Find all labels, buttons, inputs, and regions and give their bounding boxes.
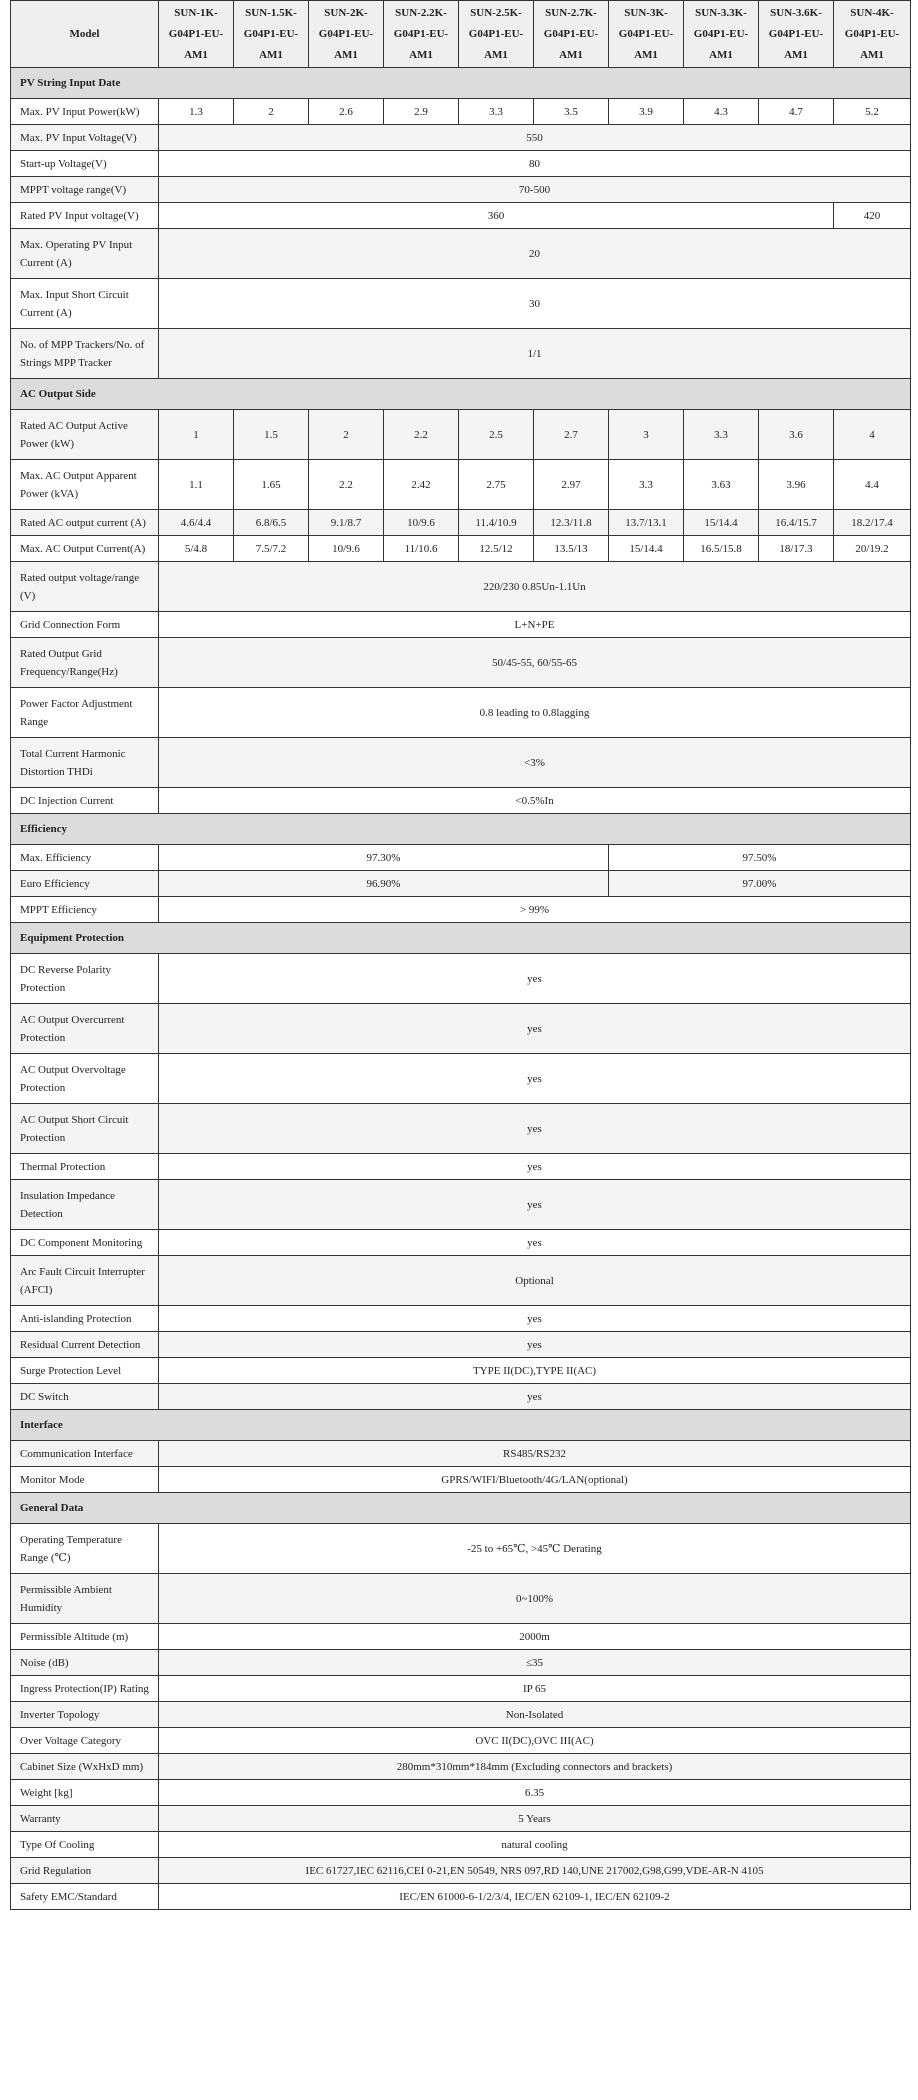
model-label: Model	[11, 1, 159, 68]
model-name-line: G04P1-EU-	[243, 27, 299, 40]
model-header-sun-2k-g04p1-eu-am1	[309, 1, 384, 68]
spec-value: 2.75	[459, 460, 534, 510]
section-header-pv-string-input-date	[11, 68, 911, 99]
spec-row-dc-switch	[11, 1384, 911, 1410]
spec-label: MPPT Efficiency	[11, 897, 159, 923]
model-header-sun-3-6k-g04p1-eu-am1	[759, 1, 834, 68]
model-header-sun-2-5k-g04p1-eu-am1	[459, 1, 534, 68]
spec-row-max-operating-pv-input-current-a	[11, 229, 911, 279]
model-name-line: G04P1-EU-	[844, 27, 900, 40]
model-name-line: G04P1-EU-	[393, 27, 449, 40]
spec-label: Grid Regulation	[11, 1858, 159, 1884]
spec-label: AC Output Overcurrent Protection	[11, 1004, 159, 1054]
spec-value: L+N+PE	[159, 612, 911, 638]
spec-row-max-ac-output-current-a	[11, 536, 911, 562]
spec-row-operating-temperature-range	[11, 1524, 911, 1574]
section-title: PV String Input Date	[11, 68, 911, 99]
model-name-line: SUN-1.5K-	[245, 6, 297, 19]
spec-row-dc-reverse-polarity-protection	[11, 954, 911, 1004]
spec-table-container	[10, 0, 910, 1910]
spec-value: 3.63	[684, 460, 759, 510]
spec-label: Rated PV Input voltage(V)	[11, 203, 159, 229]
section-header-efficiency	[11, 814, 911, 845]
spec-value: 3.3	[609, 460, 684, 510]
spec-value: IEC 61727,IEC 62116,CEI 0-21,EN 50549, NRS 097,RD 140,UNE 217002,G98,G99,VDE-AR-N 4105	[159, 1858, 911, 1884]
spec-label: AC Output Short Circuit Protection	[11, 1104, 159, 1154]
spec-label: Total Current Harmonic Distortion THDi	[11, 738, 159, 788]
model-header-sun-3-3k-g04p1-eu-am1	[684, 1, 759, 68]
model-name-line: G04P1-EU-	[693, 27, 749, 40]
spec-value: 10/9.6	[384, 510, 459, 536]
spec-row-inverter-topology	[11, 1702, 911, 1728]
spec-value: 2.6	[309, 99, 384, 125]
model-header-sun-2-2k-g04p1-eu-am1	[384, 1, 459, 68]
spec-row-max-pv-input-power-kw	[11, 99, 911, 125]
spec-row-rated-output-voltage-range-v	[11, 562, 911, 612]
model-name-line: G04P1-EU-	[468, 27, 524, 40]
spec-label: Residual Current Detection	[11, 1332, 159, 1358]
model-header-sun-4k-g04p1-eu-am1	[834, 1, 911, 68]
spec-value: 7.5/7.2	[234, 536, 309, 562]
spec-label: Warranty	[11, 1806, 159, 1832]
spec-value: yes	[159, 1104, 911, 1154]
model-name-line: SUN-1K-	[174, 6, 218, 19]
spec-label: Max. Efficiency	[11, 845, 159, 871]
model-header-sun-3k-g04p1-eu-am1	[609, 1, 684, 68]
spec-value: 3.3	[459, 99, 534, 125]
spec-value: 11/10.6	[384, 536, 459, 562]
spec-value: 12.3/11.8	[534, 510, 609, 536]
spec-row-surge-protection-level	[11, 1358, 911, 1384]
spec-value: 0.8 leading to 0.8lagging	[159, 688, 911, 738]
spec-table	[10, 0, 911, 1910]
model-header-row	[11, 1, 911, 68]
spec-row-cabinet-size-wxhxd-mm	[11, 1754, 911, 1780]
spec-label: Power Factor Adjustment Range	[11, 688, 159, 738]
spec-value: 6.8/6.5	[234, 510, 309, 536]
spec-value: 3.5	[534, 99, 609, 125]
spec-label: Monitor Mode	[11, 1467, 159, 1493]
spec-label: Noise (dB)	[11, 1650, 159, 1676]
spec-label: Thermal Protection	[11, 1154, 159, 1180]
spec-row-grid-regulation	[11, 1858, 911, 1884]
spec-value: 2.42	[384, 460, 459, 510]
model-name-line: G04P1-EU-	[318, 27, 374, 40]
spec-label: No. of MPP Trackers/No. of Strings MPP Tracker	[11, 329, 159, 379]
spec-value: 12.5/12	[459, 536, 534, 562]
spec-value: -25 to +65℃, >45℃ Derating	[159, 1524, 911, 1574]
spec-value: 97.30%	[159, 845, 609, 871]
spec-value: Non-Isolated	[159, 1702, 911, 1728]
spec-row-weight-kg	[11, 1780, 911, 1806]
model-name-line: G04P1-EU-	[768, 27, 824, 40]
spec-value: 6.35	[159, 1780, 911, 1806]
spec-value: <3%	[159, 738, 911, 788]
model-name-line: AM1	[784, 48, 808, 61]
model-name-line: AM1	[409, 48, 433, 61]
spec-value: 50/45-55, 60/55-65	[159, 638, 911, 688]
spec-label: Inverter Topology	[11, 1702, 159, 1728]
spec-label: Max. PV Input Power(kW)	[11, 99, 159, 125]
spec-value: OVC II(DC),OVC III(AC)	[159, 1728, 911, 1754]
spec-value: IEC/EN 61000-6-1/2/3/4, IEC/EN 62109-1, IEC/EN 62109-2	[159, 1884, 911, 1910]
spec-row-rated-ac-output-current-a	[11, 510, 911, 536]
spec-row-rated-ac-output-active-power-kw	[11, 410, 911, 460]
spec-value: 420	[834, 203, 911, 229]
spec-value: yes	[159, 954, 911, 1004]
model-name-line: AM1	[634, 48, 658, 61]
spec-value: 18/17.3	[759, 536, 834, 562]
model-name-line: SUN-4K-	[850, 6, 894, 19]
spec-row-ac-output-short-circuit-protection	[11, 1104, 911, 1154]
spec-value: yes	[159, 1332, 911, 1358]
spec-value: 2000m	[159, 1624, 911, 1650]
spec-value: 9.1/8.7	[309, 510, 384, 536]
spec-label: Operating Temperature Range (℃)	[11, 1524, 159, 1574]
spec-label: Anti-islanding Protection	[11, 1306, 159, 1332]
spec-label: Communication Interface	[11, 1441, 159, 1467]
spec-row-permissible-ambient-humidity	[11, 1574, 911, 1624]
spec-row-safety-emc-standard	[11, 1884, 911, 1910]
spec-label: AC Output Overvoltage Protection	[11, 1054, 159, 1104]
spec-label: Permissible Altitude (m)	[11, 1624, 159, 1650]
spec-value: 3.6	[759, 410, 834, 460]
spec-value: 13.5/13	[534, 536, 609, 562]
spec-row-mppt-voltage-range-v	[11, 177, 911, 203]
spec-value: 13.7/13.1	[609, 510, 684, 536]
model-name-line: SUN-2.5K-	[470, 6, 522, 19]
spec-value: 11.4/10.9	[459, 510, 534, 536]
spec-value: 97.00%	[609, 871, 911, 897]
spec-row-start-up-voltage-v	[11, 151, 911, 177]
spec-value: 10/9.6	[309, 536, 384, 562]
spec-row-arc-fault-circuit-interrupter-afci	[11, 1256, 911, 1306]
model-name-line: SUN-2.2K-	[395, 6, 447, 19]
spec-value: 4.7	[759, 99, 834, 125]
spec-row-type-of-cooling	[11, 1832, 911, 1858]
model-header-sun-1-5k-g04p1-eu-am1	[234, 1, 309, 68]
spec-value: 16.5/15.8	[684, 536, 759, 562]
spec-value: yes	[159, 1154, 911, 1180]
spec-label: DC Injection Current	[11, 788, 159, 814]
spec-value: ≤35	[159, 1650, 911, 1676]
spec-value: TYPE II(DC),TYPE II(AC)	[159, 1358, 911, 1384]
spec-row-mppt-efficiency	[11, 897, 911, 923]
spec-row-residual-current-detection	[11, 1332, 911, 1358]
spec-label: Max. PV Input Voltage(V)	[11, 125, 159, 151]
spec-value: 4.6/4.4	[159, 510, 234, 536]
spec-value: 2.2	[309, 460, 384, 510]
spec-row-grid-connection-form	[11, 612, 911, 638]
spec-value: 2.2	[384, 410, 459, 460]
spec-label: Max. AC Output Current(A)	[11, 536, 159, 562]
spec-value: 4	[834, 410, 911, 460]
spec-value: 5.2	[834, 99, 911, 125]
model-name-line: SUN-3.3K-	[695, 6, 747, 19]
spec-value: 18.2/17.4	[834, 510, 911, 536]
spec-row-dc-injection-current	[11, 788, 911, 814]
section-title: Efficiency	[11, 814, 911, 845]
spec-value: > 99%	[159, 897, 911, 923]
spec-label: Rated Output Grid Frequency/Range(Hz)	[11, 638, 159, 688]
spec-label: Max. Input Short Circuit Current (A)	[11, 279, 159, 329]
spec-value: 2.7	[534, 410, 609, 460]
spec-label: Ingress Protection(IP) Rating	[11, 1676, 159, 1702]
spec-label: Weight [kg]	[11, 1780, 159, 1806]
spec-row-max-efficiency	[11, 845, 911, 871]
spec-value: 4.3	[684, 99, 759, 125]
spec-label: DC Reverse Polarity Protection	[11, 954, 159, 1004]
section-title: Interface	[11, 1410, 911, 1441]
spec-label: Cabinet Size (WxHxD mm)	[11, 1754, 159, 1780]
spec-label: Insulation Impedance Detection	[11, 1180, 159, 1230]
spec-label: Euro Efficiency	[11, 871, 159, 897]
spec-value: 3.9	[609, 99, 684, 125]
spec-label: MPPT voltage range(V)	[11, 177, 159, 203]
model-name-line: AM1	[709, 48, 733, 61]
spec-value: 3.3	[684, 410, 759, 460]
spec-row-max-input-short-circuit-current-a	[11, 279, 911, 329]
model-header-sun-1k-g04p1-eu-am1	[159, 1, 234, 68]
spec-label: Rated AC Output Active Power (kW)	[11, 410, 159, 460]
model-name-line: AM1	[259, 48, 283, 61]
spec-value: yes	[159, 1180, 911, 1230]
section-title: Equipment Protection	[11, 923, 911, 954]
spec-value: yes	[159, 1004, 911, 1054]
spec-label: Rated AC output current (A)	[11, 510, 159, 536]
model-name-line: G04P1-EU-	[168, 27, 224, 40]
spec-value: yes	[159, 1054, 911, 1104]
spec-row-permissible-altitude-m	[11, 1624, 911, 1650]
spec-value: 2.97	[534, 460, 609, 510]
spec-value: 80	[159, 151, 911, 177]
spec-value: 1	[159, 410, 234, 460]
spec-label: Start-up Voltage(V)	[11, 151, 159, 177]
spec-value: yes	[159, 1384, 911, 1410]
section-header-ac-output-side	[11, 379, 911, 410]
spec-value: 1.1	[159, 460, 234, 510]
section-header-equipment-protection	[11, 923, 911, 954]
spec-value: 360	[159, 203, 834, 229]
spec-value: 1.65	[234, 460, 309, 510]
section-header-general-data	[11, 1493, 911, 1524]
spec-label: DC Component Monitoring	[11, 1230, 159, 1256]
section-header-interface	[11, 1410, 911, 1441]
spec-value: 70-500	[159, 177, 911, 203]
spec-label: DC Switch	[11, 1384, 159, 1410]
spec-row-max-pv-input-voltage-v	[11, 125, 911, 151]
spec-row-thermal-protection	[11, 1154, 911, 1180]
model-header-sun-2-7k-g04p1-eu-am1	[534, 1, 609, 68]
spec-label: Type Of Cooling	[11, 1832, 159, 1858]
spec-value: 0~100%	[159, 1574, 911, 1624]
spec-value: 220/230 0.85Un-1.1Un	[159, 562, 911, 612]
spec-label: Over Voltage Category	[11, 1728, 159, 1754]
spec-value: IP 65	[159, 1676, 911, 1702]
spec-value: 15/14.4	[609, 536, 684, 562]
model-name-line: SUN-2.7K-	[545, 6, 597, 19]
spec-value: 96.90%	[159, 871, 609, 897]
spec-row-ingress-protection-ip-rating	[11, 1676, 911, 1702]
spec-row-rated-output-grid-frequency-range-hz	[11, 638, 911, 688]
spec-value: 5 Years	[159, 1806, 911, 1832]
spec-value: 5/4.8	[159, 536, 234, 562]
spec-value: 1.5	[234, 410, 309, 460]
spec-value: 280mm*310mm*184mm (Excluding connectors and brackets)	[159, 1754, 911, 1780]
spec-value: 30	[159, 279, 911, 329]
spec-row-insulation-impedance-detection	[11, 1180, 911, 1230]
spec-value: 3	[609, 410, 684, 460]
model-name-line: AM1	[559, 48, 583, 61]
spec-value: 4.4	[834, 460, 911, 510]
spec-row-max-ac-output-apparent-power-kva	[11, 460, 911, 510]
spec-value: 2.9	[384, 99, 459, 125]
spec-label: Max. Operating PV Input Current (A)	[11, 229, 159, 279]
model-name-line: AM1	[860, 48, 884, 61]
spec-row-communication-interface	[11, 1441, 911, 1467]
spec-row-over-voltage-category	[11, 1728, 911, 1754]
spec-value: 550	[159, 125, 911, 151]
spec-value: 20	[159, 229, 911, 279]
spec-value: Optional	[159, 1256, 911, 1306]
spec-value: 1.3	[159, 99, 234, 125]
model-name-line: G04P1-EU-	[543, 27, 599, 40]
model-name-line: G04P1-EU-	[618, 27, 674, 40]
spec-value: 1/1	[159, 329, 911, 379]
spec-row-monitor-mode	[11, 1467, 911, 1493]
spec-value: RS485/RS232	[159, 1441, 911, 1467]
spec-row-power-factor-adjustment-range	[11, 688, 911, 738]
spec-label: Grid Connection Form	[11, 612, 159, 638]
spec-label: Surge Protection Level	[11, 1358, 159, 1384]
model-name-line: AM1	[484, 48, 508, 61]
model-name-line: SUN-3.6K-	[770, 6, 822, 19]
spec-label: Arc Fault Circuit Interrupter (AFCI)	[11, 1256, 159, 1306]
spec-label: Safety EMC/Standard	[11, 1884, 159, 1910]
spec-label: Permissible Ambient Humidity	[11, 1574, 159, 1624]
spec-label: Max. AC Output Apparent Power (kVA)	[11, 460, 159, 510]
spec-value: yes	[159, 1306, 911, 1332]
spec-row-ac-output-overvoltage-protection	[11, 1054, 911, 1104]
model-name-line: SUN-2K-	[324, 6, 368, 19]
spec-value: natural cooling	[159, 1832, 911, 1858]
model-name-line: AM1	[334, 48, 358, 61]
spec-value: 2.5	[459, 410, 534, 460]
spec-row-total-current-harmonic-distortion-thdi	[11, 738, 911, 788]
spec-value: 3.96	[759, 460, 834, 510]
spec-value: 2	[234, 99, 309, 125]
spec-value: 2	[309, 410, 384, 460]
spec-value: yes	[159, 1230, 911, 1256]
spec-value: 16.4/15.7	[759, 510, 834, 536]
section-title: AC Output Side	[11, 379, 911, 410]
spec-row-noise-db	[11, 1650, 911, 1676]
spec-row-ac-output-overcurrent-protection	[11, 1004, 911, 1054]
spec-row-no-of-mpp-trackers-no-of-strings-mpp-tracker	[11, 329, 911, 379]
section-title: General Data	[11, 1493, 911, 1524]
spec-row-dc-component-monitoring	[11, 1230, 911, 1256]
spec-value: 15/14.4	[684, 510, 759, 536]
spec-value: <0.5%In	[159, 788, 911, 814]
model-name-line: SUN-3K-	[624, 6, 668, 19]
spec-value: 97.50%	[609, 845, 911, 871]
model-name-line: AM1	[184, 48, 208, 61]
spec-row-rated-pv-input-voltage-v	[11, 203, 911, 229]
spec-row-warranty	[11, 1806, 911, 1832]
spec-value: 20/19.2	[834, 536, 911, 562]
spec-row-anti-islanding-protection	[11, 1306, 911, 1332]
spec-label: Rated output voltage/range (V)	[11, 562, 159, 612]
spec-value: GPRS/WIFI/Bluetooth/4G/LAN(optional)	[159, 1467, 911, 1493]
spec-row-euro-efficiency	[11, 871, 911, 897]
